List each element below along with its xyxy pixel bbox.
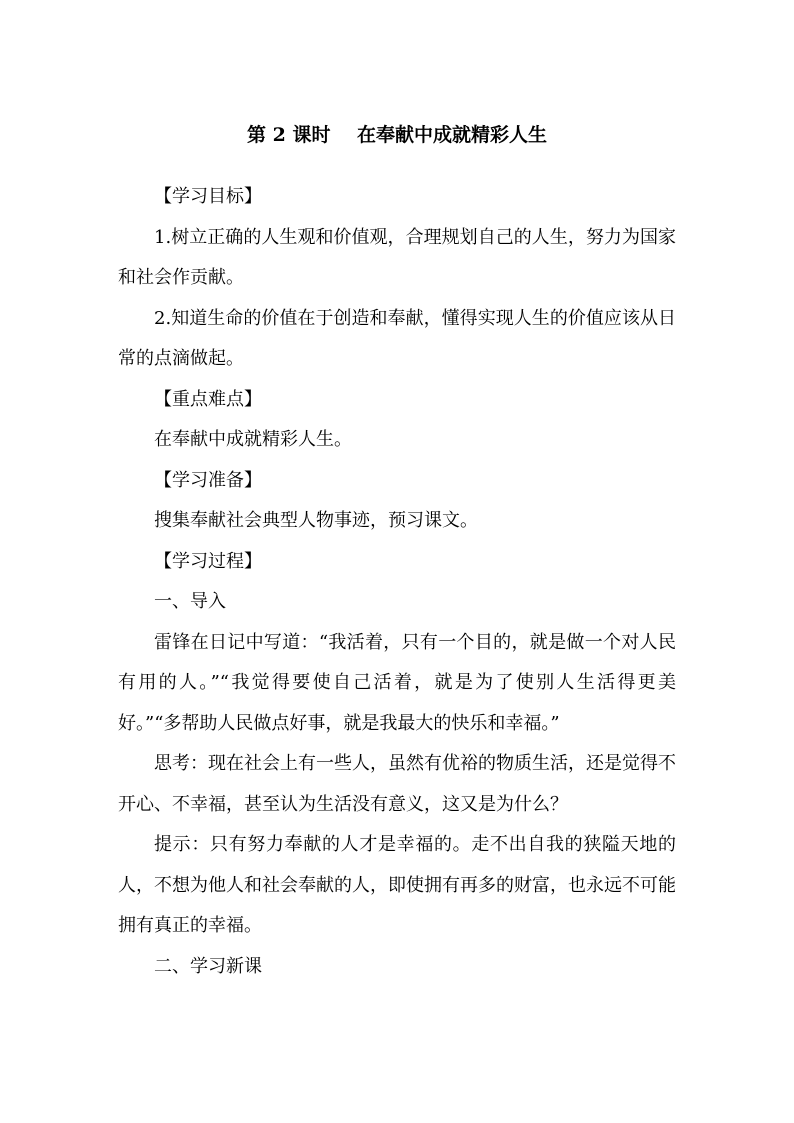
subsection-new-lesson: 二、学习新课 xyxy=(154,955,262,977)
think-question-paragraph: 思考：现在社会上有一些人，虽然有优裕的物质生活，还是觉得不开心、不幸福，甚至认为生活没有意义，这又是为什么？ xyxy=(118,753,676,815)
hint-paragraph: 提示：只有努力奉献的人才是幸福的。走不出自我的狭隘天地的人，不想为他人和社会奉献的人，即使拥有再多的财富，也永远不可能拥有真正的幸福。 xyxy=(118,834,676,936)
objective-item-2: 2.知道生命的价值在于创造和奉献，懂得实现人生的价值应该从日常的点滴做起。 xyxy=(118,307,676,369)
section-heading-objectives: 【学习目标】 xyxy=(154,186,262,207)
section-heading-key-points: 【重点难点】 xyxy=(154,388,262,410)
lei-feng-quote-paragraph: 雷锋在日记中写道：“我活着，只有一个目的，就是做一个对人民有用的人。”“我觉得要使自己活着，就是为了使别人生活得更美好。”“多帮助人民做点好事，就是我最大的快乐和幸福。” xyxy=(118,631,676,734)
section-heading-process: 【学习过程】 xyxy=(154,550,262,572)
document-body xyxy=(118,177,676,987)
objective-item-1: 1.树立正确的人生观和价值观，合理规划自己的人生，努力为国家和社会作贡献。 xyxy=(118,226,676,288)
page-title: 第 2 课时 在奉献中成就精彩人生 xyxy=(247,124,547,146)
key-point-text: 在奉献中成就精彩人生。 xyxy=(154,429,352,450)
subsection-introduction: 一、导入 xyxy=(154,591,226,612)
preparation-text: 搜集奉献社会典型人物事迹，预习课文。 xyxy=(154,510,478,531)
section-heading-preparation: 【学习准备】 xyxy=(154,469,262,491)
